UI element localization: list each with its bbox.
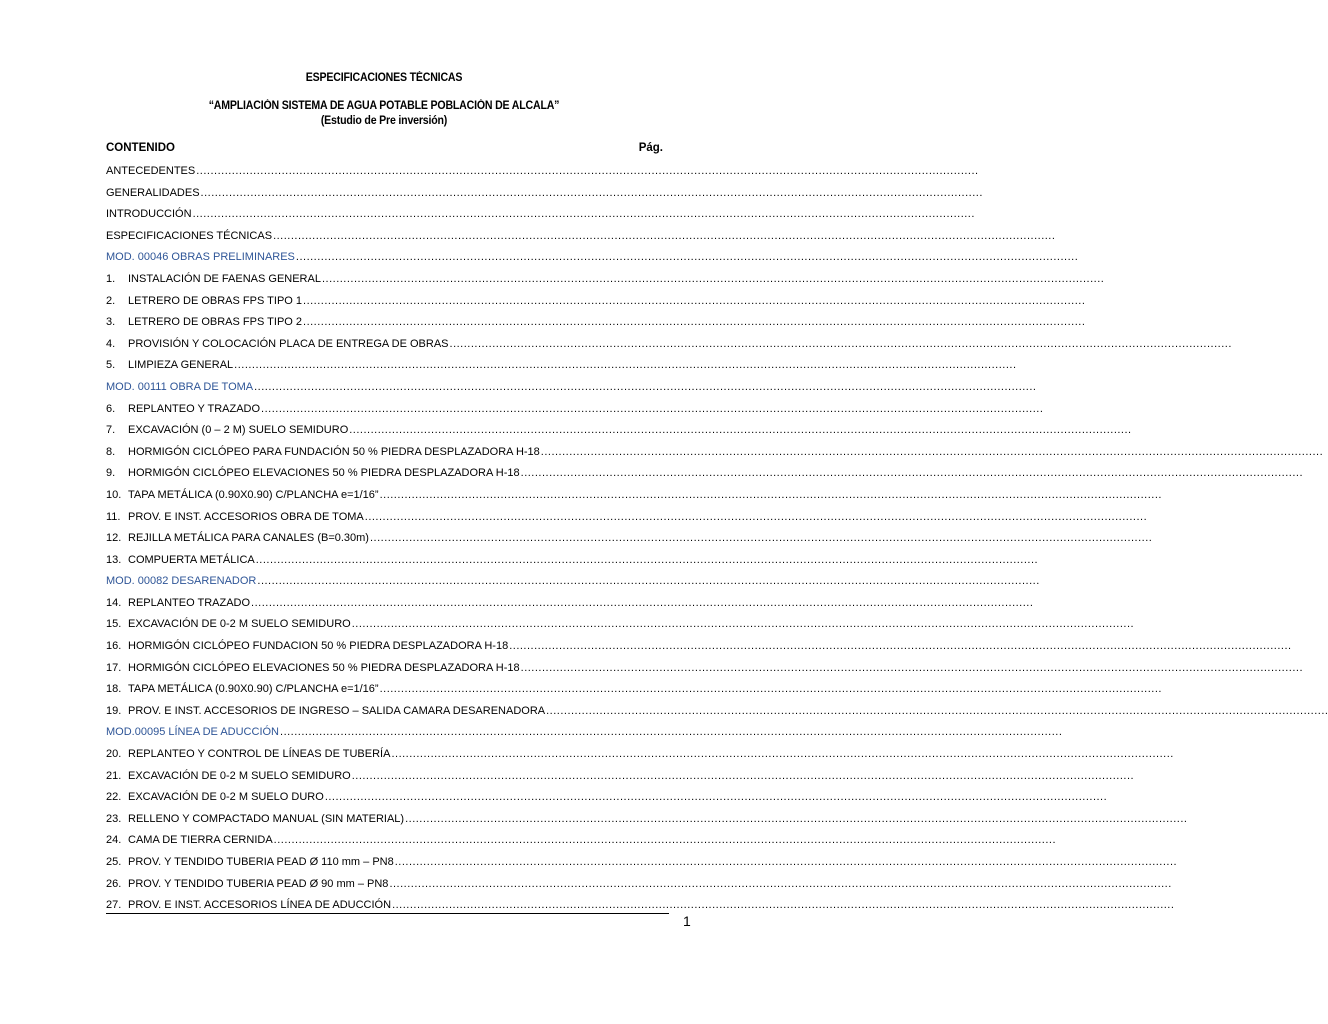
toc-entry[interactable]: [106, 293, 1086, 315]
toc-entry-text: CAMA DE TIERRA CERNIDA: [128, 834, 273, 847]
toc-entry-number: 3.: [106, 316, 116, 329]
toc-entry[interactable]: [106, 444, 1324, 466]
toc-section-heading[interactable]: [106, 249, 1079, 271]
toc-entry-text: MOD. 00082 DESARENADOR: [106, 575, 257, 588]
toc-entry[interactable]: [106, 660, 1303, 682]
toc-entry-text: PROV. E INST. ACCESORIOS OBRA DE TOMA: [128, 510, 364, 523]
toc-dot-leader: ............................................................................................................................................................................................................................: [303, 316, 1086, 329]
toc-entry-number: 9.: [106, 467, 116, 480]
toc-dot-leader: ............................................................................................................................................................................................................................: [273, 834, 1057, 847]
toc-dot-leader: ............................................................................................................................................................................................................................: [254, 380, 1037, 393]
toc-entry-text: INSTALACIÓN DE FAENAS GENERAL: [128, 272, 321, 285]
toc-entry[interactable]: [106, 703, 1328, 725]
page-column-label: Pág.: [638, 142, 663, 154]
toc-entry-number: 18.: [106, 683, 122, 696]
toc-entry-text: PROV. Y TENDIDO TUBERIA PEAD Ø 110 mm – PN8: [128, 856, 394, 868]
toc-entry-text: PROV. E INST. ACCESORIOS DE INGRESO – SALIDA CAMARA DESARENADORA: [128, 704, 546, 717]
toc-entry[interactable]: [106, 530, 1153, 552]
toc-entry-number: 22.: [106, 791, 122, 804]
toc-entry-text: REPLANTEO TRAZADO: [128, 596, 251, 609]
toc-entry[interactable]: [106, 228, 1056, 250]
toc-entry-text: MOD.00095 LÍNEA DE ADUCCIÓN: [106, 726, 280, 739]
toc-entry[interactable]: [106, 185, 983, 207]
toc-section-heading[interactable]: [106, 379, 1037, 401]
toc-entry[interactable]: [106, 206, 975, 228]
toc-entry-text: GENERALIDADES: [106, 186, 200, 199]
toc-dot-leader: ............................................................................................................................................................................................................................: [449, 337, 1232, 350]
toc-entry-text: HORMIGÓN CICLÓPEO ELEVACIONES 50 % PIEDRA DESPLAZADORA H-18: [128, 467, 520, 480]
toc-entry[interactable]: [106, 811, 1188, 833]
toc-entry-number: 2.: [106, 294, 116, 307]
toc-entry[interactable]: [106, 271, 1105, 293]
toc-entry-number: 1.: [106, 272, 116, 285]
toc-entry-text: PROV. E INST. ACCESORIOS LÍNEA DE ADUCCIÓN: [128, 899, 392, 912]
toc-entry-text: LETRERO DE OBRAS FPS TIPO 1: [128, 294, 303, 307]
toc-entry-text: PROVISIÓN Y COLOCACIÓN PLACA DE ENTREGA DE OBRAS: [128, 337, 449, 350]
footer-rule: [106, 913, 669, 914]
toc-entry[interactable]: [106, 465, 1303, 487]
toc-entry[interactable]: [106, 616, 1135, 638]
toc-dot-leader: ............................................................................................................................................................................................................................: [321, 272, 1105, 285]
toc-dot-leader: ............................................................................................................................................................................................................................: [200, 186, 983, 199]
toc-dot-leader: ............................................................................................................................................................................................................................: [379, 683, 1162, 696]
toc-entry-text: EXCAVACIÓN DE 0-2 M SUELO DURO: [128, 791, 324, 804]
toc-dot-leader: ............................................................................................................................................................................................................................: [520, 661, 1303, 674]
toc-entry[interactable]: [106, 552, 1039, 574]
toc-dot-leader: ............................................................................................................................................................................................................................: [394, 856, 1178, 868]
toc-entry-number: 8.: [106, 445, 116, 458]
toc-dot-leader: ............................................................................................................................................................................................................................: [520, 467, 1303, 480]
toc-entry-text: RELLENO Y COMPACTADO MANUAL (SIN MATERIAL): [128, 812, 405, 825]
toc-entry-number: 26.: [106, 877, 122, 890]
toc-entry-number: 12.: [106, 532, 122, 545]
toc-entry-number: 23.: [106, 812, 122, 825]
toc-entry-number: 20.: [106, 748, 122, 761]
page-number: 1: [683, 913, 691, 929]
toc-entry-number: 19.: [106, 704, 122, 717]
toc-dot-leader: ............................................................................................................................................................................................................................: [196, 165, 979, 177]
toc-entry-text: HORMIGÓN CICLÓPEO PARA FUNDACIÓN 50 % PIEDRA DESPLAZADORA H-18: [128, 445, 540, 458]
toc-entry[interactable]: [106, 401, 1044, 423]
contents-header: [106, 142, 663, 154]
toc-entry-text: COMPUERTA METÁLICA: [128, 553, 255, 566]
toc-entry[interactable]: [106, 163, 979, 185]
toc-entry-text: EXCAVACIÓN (0 – 2 M) SUELO SEMIDURO: [128, 424, 349, 437]
toc-dot-leader: ............................................................................................................................................................................................................................: [273, 229, 1056, 242]
toc-dot-leader: ............................................................................................................................................................................................................................: [261, 402, 1044, 415]
toc-dot-leader: ............................................................................................................................................................................................................................: [192, 208, 975, 221]
toc-entry[interactable]: [106, 681, 1162, 703]
toc-dot-leader: ............................................................................................................................................................................................................................: [234, 359, 1017, 372]
toc-dot-leader: ............................................................................................................................................................................................................................: [351, 618, 1135, 631]
toc-entry-number: 16.: [106, 640, 122, 653]
toc-entry-text: HORMIGÓN CICLÓPEO FUNDACION 50 % PIEDRA DESPLAZADORA H-18: [128, 640, 509, 653]
toc-entry-text: LETRERO DE OBRAS FPS TIPO 2: [128, 316, 303, 329]
toc-entry-number: 7.: [106, 424, 116, 437]
toc-dot-leader: ............................................................................................................................................................................................................................: [303, 294, 1086, 307]
toc-dot-leader: ............................................................................................................................................................................................................................: [546, 704, 1328, 717]
toc-entry[interactable]: [106, 897, 1175, 919]
toc-entry[interactable]: [106, 746, 1174, 768]
toc-entry-number: 5.: [106, 359, 116, 372]
document-title: ESPECIFICACIONES TÉCNICAS: [305, 72, 463, 84]
toc-dot-leader: ............................................................................................................................................................................................................................: [251, 596, 1034, 609]
toc-entry-number: 4.: [106, 337, 116, 350]
toc-entry-number: 6.: [106, 402, 116, 415]
toc-entry-number: 24.: [106, 834, 122, 847]
toc-dot-leader: ............................................................................................................................................................................................................................: [295, 251, 1079, 264]
toc-entry-text: REPLANTEO Y TRAZADO: [128, 402, 261, 415]
toc-entry-number: 14.: [106, 596, 122, 609]
toc-entry-text: MOD. 00111 OBRA DE TOMA: [106, 380, 254, 393]
toc-dot-leader: ............................................................................................................................................................................................................................: [379, 488, 1162, 501]
contents-label: CONTENIDO: [106, 142, 175, 154]
toc-dot-leader: ............................................................................................................................................................................................................................: [405, 812, 1188, 825]
toc-entry-text: HORMIGÓN CICLÓPEO ELEVACIONES 50 % PIEDRA DESPLAZADORA H-18: [128, 661, 520, 674]
project-title: “AMPLIACIÓN SISTEMA DE AGUA POTABLE POBLACIÓN DE ALCALA”: [208, 100, 560, 112]
toc-entry-number: 27.: [106, 899, 122, 912]
toc-entry-number: 10.: [106, 488, 122, 501]
toc-dot-leader: ............................................................................................................................................................................................................................: [257, 575, 1040, 588]
toc-section-heading[interactable]: [106, 573, 1040, 595]
toc-dot-leader: ............................................................................................................................................................................................................................: [255, 553, 1039, 566]
toc-entry-text: LIMPIEZA GENERAL: [128, 359, 234, 372]
toc-entry[interactable]: [106, 509, 1148, 531]
toc-entry-text: ESPECIFICACIONES TÉCNICAS: [106, 229, 273, 242]
toc-entry[interactable]: [106, 876, 1172, 898]
toc-entry-text: INTRODUCCIÓN: [106, 208, 192, 221]
toc-entry-number: 17.: [106, 661, 122, 674]
toc-entry[interactable]: [106, 638, 1292, 660]
toc-entry[interactable]: [106, 422, 1132, 444]
toc-entry-text: TAPA METÁLICA (0.90X0.90) C/PLANCHA e=1/16”: [128, 488, 379, 501]
toc-entry[interactable]: [106, 595, 1034, 617]
toc-dot-leader: ............................................................................................................................................................................................................................: [324, 791, 1108, 804]
toc-entry[interactable]: [106, 789, 1108, 811]
toc-dot-leader: ............................................................................................................................................................................................................................: [389, 877, 1172, 890]
toc-dot-leader: ............................................................................................................................................................................................................................: [280, 726, 1063, 739]
table-of-contents: [106, 163, 1328, 919]
toc-entry-number: 25.: [106, 856, 122, 868]
toc-entry-number: 13.: [106, 553, 122, 566]
toc-entry-number: 11.: [106, 510, 121, 523]
toc-dot-leader: ............................................................................................................................................................................................................................: [540, 445, 1324, 458]
toc-entry-text: ANTECEDENTES: [106, 165, 196, 177]
toc-entry[interactable]: [106, 314, 1086, 336]
toc-entry[interactable]: [106, 768, 1135, 790]
toc-entry-text: EXCAVACIÓN DE 0-2 M SUELO SEMIDURO: [128, 618, 351, 631]
toc-dot-leader: ............................................................................................................................................................................................................................: [509, 640, 1292, 653]
toc-entry[interactable]: [106, 357, 1017, 379]
toc-entry-number: 21.: [106, 769, 122, 782]
toc-entry[interactable]: [106, 832, 1057, 854]
toc-entry-text: TAPA METÁLICA (0.90X0.90) C/PLANCHA e=1/16”: [128, 683, 379, 696]
toc-section-heading[interactable]: [106, 724, 1063, 746]
toc-entry[interactable]: [106, 336, 1232, 358]
toc-dot-leader: ............................................................................................................................................................................................................................: [392, 899, 1175, 912]
toc-entry[interactable]: [106, 854, 1178, 876]
toc-entry-text: REJILLA METÁLICA PARA CANALES (B=0.30m): [128, 532, 369, 545]
toc-entry-text: PROV. Y TENDIDO TUBERIA PEAD Ø 90 mm – PN8: [128, 877, 389, 890]
toc-dot-leader: ............................................................................................................................................................................................................................: [364, 510, 1148, 523]
toc-entry[interactable]: [106, 487, 1162, 509]
toc-dot-leader: ............................................................................................................................................................................................................................: [351, 769, 1135, 782]
toc-entry-text: EXCAVACIÓN DE 0-2 M SUELO SEMIDURO: [128, 769, 351, 782]
toc-dot-leader: ............................................................................................................................................................................................................................: [391, 748, 1174, 761]
study-subtitle: (Estudio de Pre inversión): [320, 115, 448, 127]
toc-entry-text: REPLANTEO Y CONTROL DE LÍNEAS DE TUBERÍA: [128, 748, 391, 761]
toc-dot-leader: ............................................................................................................................................................................................................................: [349, 424, 1132, 437]
toc-entry-text: MOD. 00046 OBRAS PRELIMINARES: [106, 251, 295, 264]
toc-dot-leader: ............................................................................................................................................................................................................................: [369, 532, 1153, 545]
toc-entry-number: 15.: [106, 618, 122, 631]
